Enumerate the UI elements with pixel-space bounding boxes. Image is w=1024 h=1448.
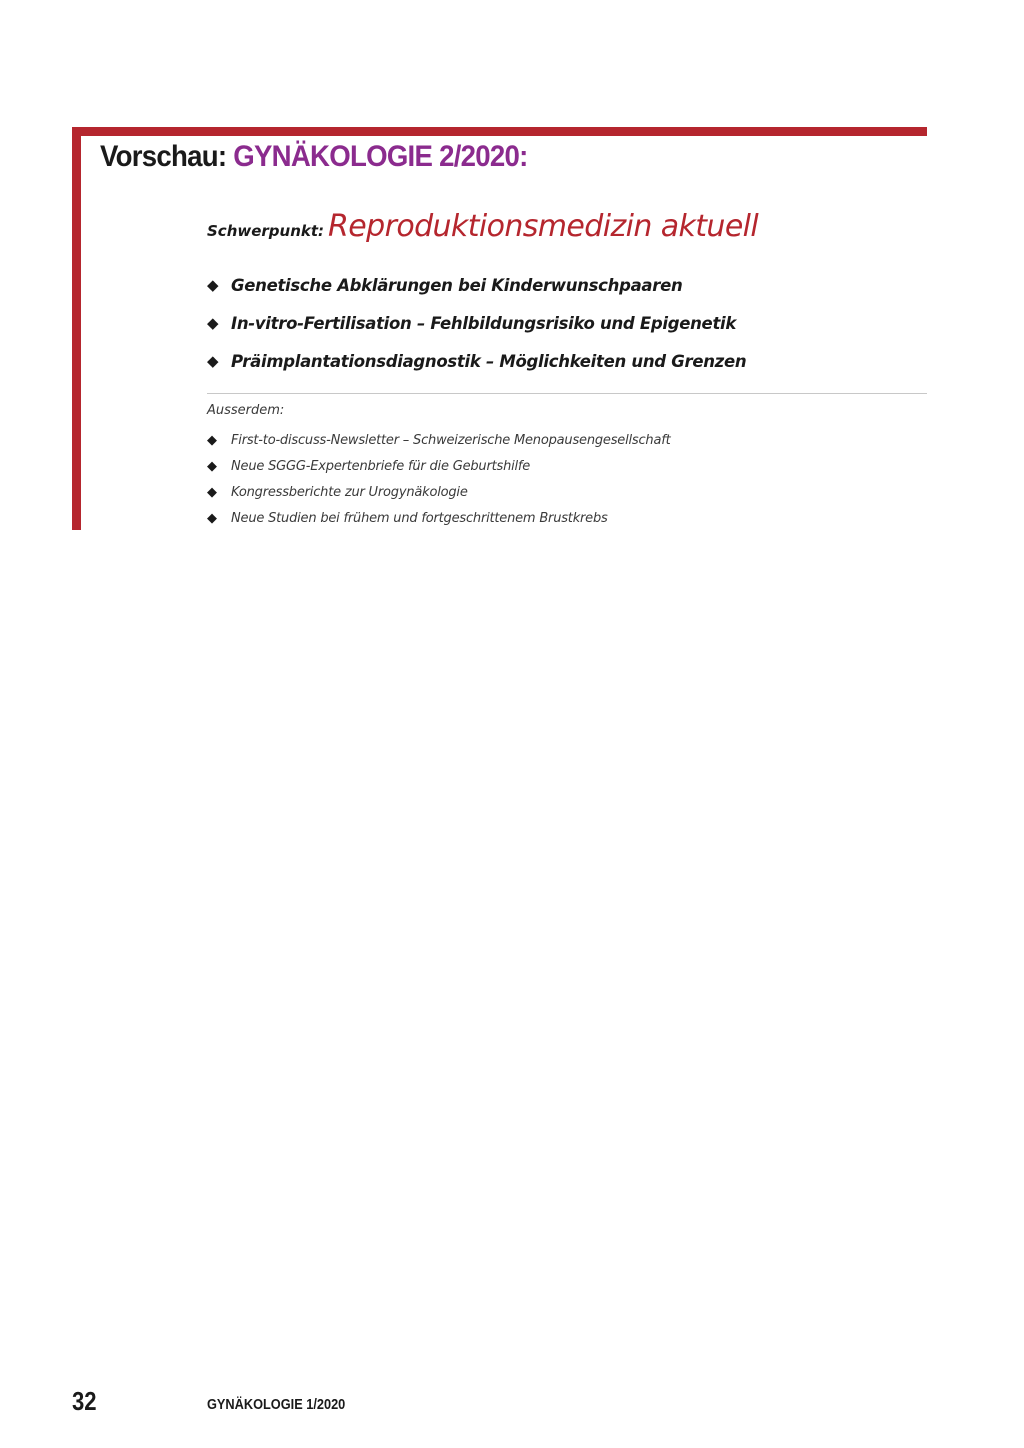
list-item — [207, 342, 746, 380]
focus-label: Schwerpunkt: — [207, 222, 325, 240]
frame-left-bar — [72, 127, 81, 530]
also-topic-list — [207, 427, 671, 531]
list-item-text: First-to-discuss-Newsletter – Schweizerische Menopausengesellschaft — [231, 432, 671, 448]
also-label: Ausserdem: — [207, 403, 285, 418]
focus-topic: Reproduktionsmedizin aktuell — [328, 209, 759, 244]
frame-top-bar — [72, 127, 927, 136]
page-number: 32 — [72, 1386, 97, 1416]
diamond-bullet-icon: ◆ — [207, 314, 219, 332]
list-item — [207, 505, 671, 531]
list-item — [207, 304, 746, 342]
list-item-text: Kongressberichte zur Urogynäkologie — [231, 484, 468, 500]
diamond-bullet-icon: ◆ — [207, 484, 217, 500]
diamond-bullet-icon: ◆ — [207, 432, 217, 448]
main-topic-list — [207, 266, 746, 380]
list-item-text: Neue Studien bei frühem und fortgeschrittenem Brustkrebs — [231, 510, 608, 526]
diamond-bullet-icon: ◆ — [207, 458, 217, 474]
list-item-text: Neue SGGG-Expertenbriefe für die Geburtshilfe — [231, 458, 531, 474]
diamond-bullet-icon: ◆ — [207, 352, 219, 370]
page-title — [100, 140, 528, 174]
title-issue: GYNÄKOLOGIE 2/2020: — [233, 140, 528, 173]
diamond-bullet-icon: ◆ — [207, 276, 219, 294]
title-prefix: Vorschau: — [100, 140, 227, 173]
list-item — [207, 479, 671, 505]
section-divider — [207, 393, 927, 394]
list-item — [207, 453, 671, 479]
list-item — [207, 427, 671, 453]
focus-heading — [207, 209, 758, 244]
footer-journal-title: GYNÄKOLOGIE 1/2020 — [207, 1397, 346, 1413]
list-item-text: Genetische Abklärungen bei Kinderwunschpaaren — [231, 275, 683, 295]
list-item — [207, 266, 746, 304]
diamond-bullet-icon: ◆ — [207, 510, 217, 526]
list-item-text: In-vitro-Fertilisation – Fehlbildungsrisiko und Epigenetik — [231, 313, 737, 333]
list-item-text: Präimplantationsdiagnostik – Möglichkeiten und Grenzen — [231, 351, 747, 371]
